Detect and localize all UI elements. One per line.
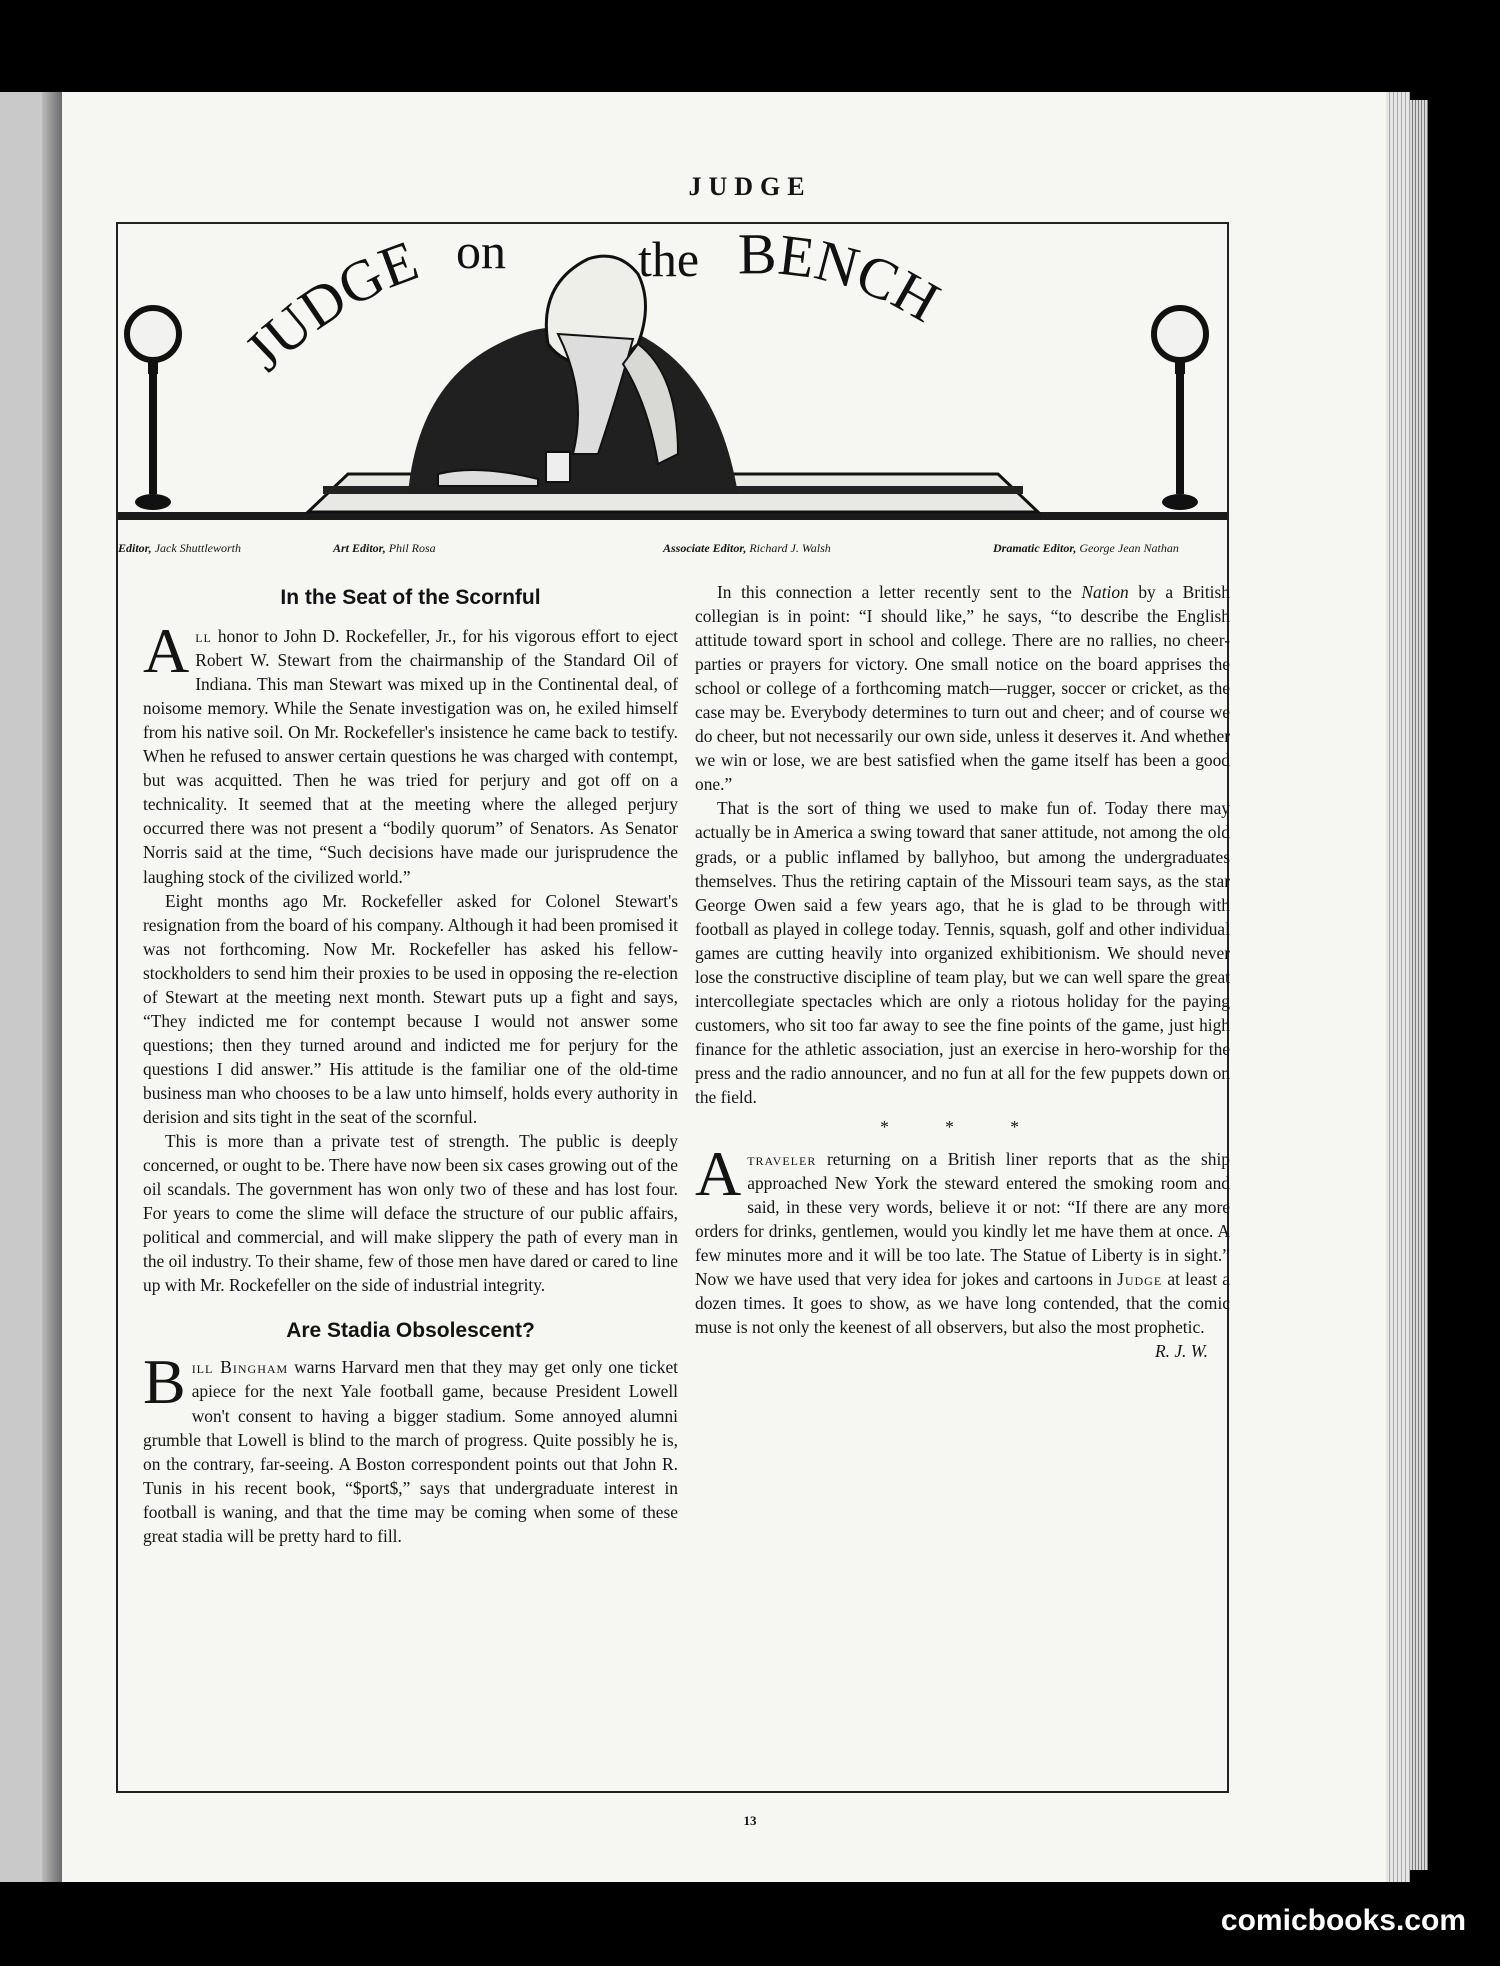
lead-smallcaps: traveler bbox=[747, 1149, 817, 1170]
article1-paragraph-2: Eight months ago Mr. Rockefeller asked for Colonel Stewart's resignation from the board of his company. Although it had been promised it was not forthcoming. Now Mr. Rockefeller has asked his fellow-stockholders to send him their proxies to be used in opposing the re-election of Stewart at the meeting next month. Stewart puts up a fight and says, “They indicted me for contempt because I would not answer some questions; then they turned around and indicted me for perjury for the questions I did answer.” His attitude is the familiar one of the old-time business man who chooses to be a law unto himself, holds every authority in derision and sits tight in the seat of the scornful. bbox=[143, 890, 678, 1127]
left-column bbox=[143, 580, 678, 1548]
page-number: 13 bbox=[743, 1813, 757, 1828]
staff-associate-editor: Associate Editor, Richard J. Walsh bbox=[663, 541, 831, 555]
masthead-title-the: the bbox=[638, 231, 700, 287]
masthead-illustration bbox=[118, 224, 1227, 536]
lead-smallcaps: ill Bingham bbox=[191, 1357, 289, 1378]
right-column bbox=[695, 580, 1230, 1364]
page-stack-edge bbox=[1386, 92, 1410, 1882]
left-page-edge bbox=[0, 92, 62, 1882]
right-lamp-icon bbox=[1154, 308, 1206, 510]
article2-paragraph-1 bbox=[143, 1346, 679, 1547]
drop-cap: A bbox=[143, 615, 190, 687]
drop-cap: A bbox=[695, 1138, 742, 1210]
article3-paragraph-1 bbox=[695, 1138, 1231, 1339]
judge-smallcaps: Judge bbox=[1117, 1269, 1163, 1290]
page-stack-edge-outer bbox=[1410, 100, 1428, 1870]
article-heading-seat-of-scornful: In the Seat of the Scornful bbox=[280, 586, 541, 609]
article3-p1-after: at least a dozen times. It goes to show, as we have long contended, that the comic muse is not only the keenest of all observers, but also the most prophetic. bbox=[695, 1269, 1231, 1338]
masthead-title-right: BENCH bbox=[737, 224, 951, 335]
article2-paragraph-2 bbox=[695, 580, 1230, 796]
article1-p1-text: honor to John D. Rockefeller, Jr., for his vigorous effort to eject Robert W. Stewart from the chairmanship of the Standard Oil of Indiana. This man Stewart was mixed up in the Continental deal, of noisome memory. While the Senate investigation was on, he exiled himself from his native soil. On Mr. Rockefeller's insistence he came back to testify. When he refused to answer certain questions he was charged with contempt, but was acquitted. Then he was tried for perjury and got off on a technicality. It seemed that at the meeting where the alleged perjury occurred there was not present a “bodily quorum” of Senators. As Senator Norris said at the time, “Such decisions have made our jurisprudence the laughing stock of the civilized world.” bbox=[143, 626, 678, 887]
nation-title: Nation bbox=[1081, 582, 1129, 602]
article2-paragraph-3: That is the sort of thing we used to make fun of. Today there may actually be in America a swing toward that saner attitude, not among the old grads, or a public inflamed by ballyhoo, but among the undergraduates themselves. Thus the retiring captain of the Missouri team says, as the star George Owen said a few years ago, that he is glad to be through with football as played in college today. Tennis, squash, golf and other individual games are cutting heavily into organized exhibitionism. We should never lose the constructive discipline of team play, but we can well spare the great intercollegiate spectacles which are only a riotous holiday for the paying customers, who sit too far away to see the fine points of the game, just high finance for the athletic association, just an exercise in hero-worship for the press and the radio announcer, and no fun at all for the few puppets down on the field. bbox=[695, 798, 1230, 1107]
article1-paragraph-1 bbox=[143, 615, 678, 889]
masthead-title-on: on bbox=[456, 224, 506, 279]
left-lamp-icon bbox=[127, 308, 179, 510]
article2-p1-text: warns Harvard men that they may get only one ticket apiece for the next Yale football game, because President Lowell won't consent to having a bigger stadium. Some annoyed alumni grumble that Lowell is blind to the march of progress. Quite possibly he is, on the contrary, far-seeing. A Boston correspondent points out that John R. Tunis in his recent book, “$port$,” says that undergraduate interest in football is waning, and that the time may be coming when some of these great stadia will be pretty hard to fill. bbox=[143, 1357, 679, 1546]
staff-editor: Editor, Jack Shuttleworth bbox=[118, 541, 242, 555]
article3-p1-before: returning on a British liner reports that as the ship approached New York the steward entered the smoking room and said, in these very words, believe it or not: “If there are any more orders for drinks, gentlemen, would you kindly let me have them at once. A few minutes more and it will be too late. The Statue of Liberty is in sight.” Now we have used that very idea for jokes and cartoons in bbox=[695, 1149, 1230, 1290]
drop-cap: B bbox=[143, 1346, 186, 1418]
masthead bbox=[118, 224, 1227, 555]
article1-paragraph-3: This is more than a private test of strength. The public is deeply concerned, or ought to be. There have now been six cases growing out of the oil scandals. The government has won only two of these and has lost four. For years to come the slime will deface the structure of our public affairs, political and commercial, and will make slippery the path of every man in the oil industry. To their shame, few of those men have dared or cared to line up with Mr. Rockefeller on the side of industrial integrity. bbox=[143, 1131, 678, 1296]
staff-dramatic-editor: Dramatic Editor, George Jean Nathan bbox=[993, 541, 1179, 555]
judge-figure-icon bbox=[408, 256, 738, 494]
article2-p2-before: In this connection a letter recently sent to the bbox=[717, 582, 1082, 602]
article-heading-stadia: Are Stadia Obsolescent? bbox=[286, 1319, 535, 1343]
lead-smallcaps: ll bbox=[195, 626, 212, 647]
section-separator: * * * bbox=[880, 1117, 1045, 1138]
article2-p2-after: by a British collegian is in point: “I should like,” he says, “to describe the English attitude toward sport in school and college. There are no rallies, no cheer-parties or prayers for victory. One small notice on the board apprises the school or college of a forthcoming match—rugger, soccer or cricket, as the case may be. Everybody determines to turn out and cheer; and of course we do cheer, but not necessarily our own side, unless it deserves it. And whether we win or lose, we are best satisfied when the game itself has been a good one.” bbox=[695, 582, 1230, 795]
author-signature: R. J. W. bbox=[1155, 1341, 1208, 1362]
watermark: comicbooks.com bbox=[1220, 1904, 1466, 1937]
running-head: JUDGE bbox=[688, 172, 812, 201]
masthead-title-left: JUDGE bbox=[232, 227, 427, 384]
staff-art-editor: Art Editor, Phil Rosa bbox=[333, 541, 436, 555]
